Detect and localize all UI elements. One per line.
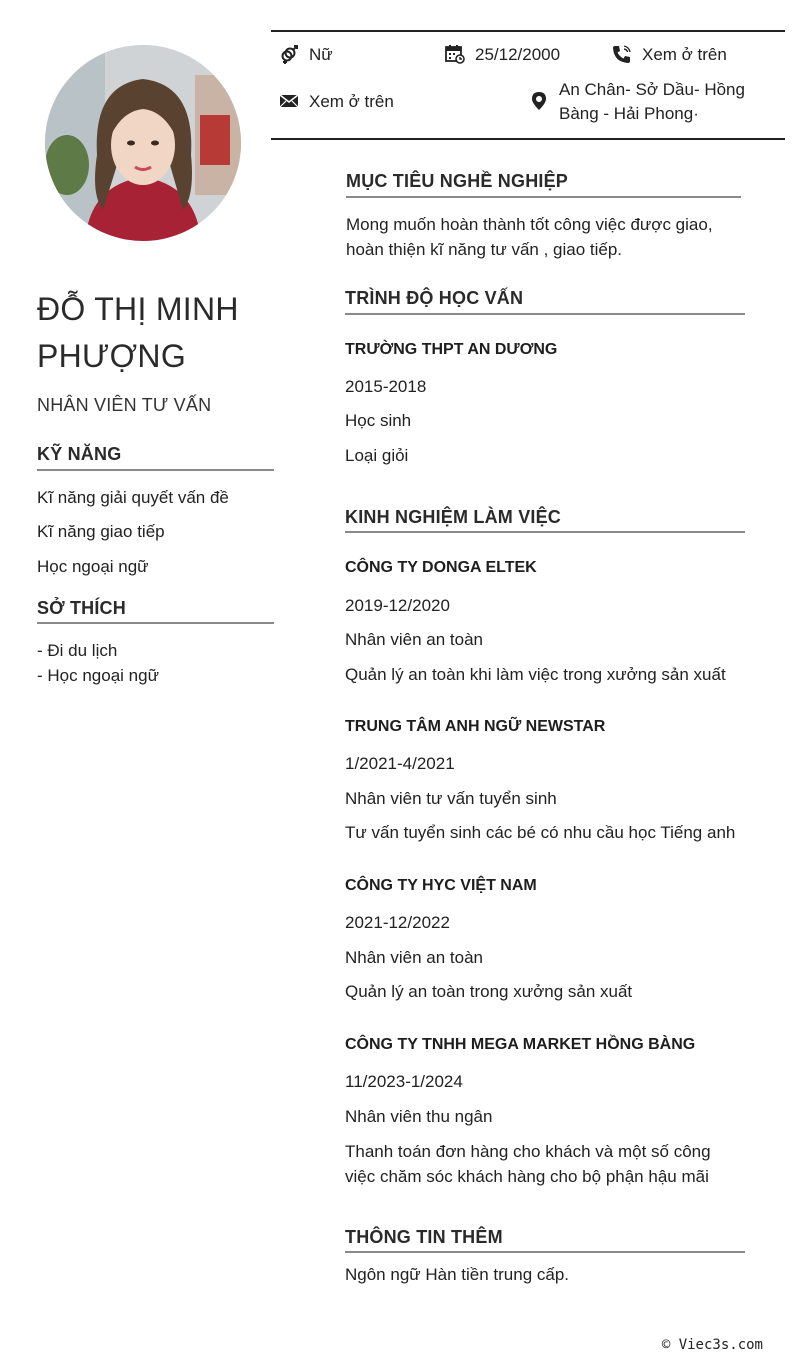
- job-period: 2021-12/2022: [345, 913, 450, 932]
- education-heading: TRÌNH ĐỘ HỌC VẤN: [345, 288, 524, 308]
- job-period: 2019-12/2020: [345, 596, 450, 615]
- job-description-line-1: Thanh toán đơn hàng cho khách và một số công: [345, 1142, 711, 1161]
- job-company: CÔNG TY HYC VIỆT NAM: [345, 877, 537, 894]
- birthday-value: 25/12/2000: [475, 45, 561, 64]
- skill-item: Kĩ năng giải quyết vấn đề: [37, 488, 229, 507]
- experience-divider: [345, 531, 745, 533]
- education-divider: [345, 313, 745, 315]
- name-line-1: ĐỖ THỊ MINH: [37, 291, 239, 327]
- contact-phone: [612, 43, 727, 67]
- skills-divider: [37, 469, 274, 471]
- extra-heading: THÔNG TIN THÊM: [345, 1227, 503, 1247]
- contact-gender: [279, 43, 333, 67]
- hobby-item: - Học ngoại ngữ: [37, 666, 159, 685]
- objective-line-2: hoàn thiện kĩ năng tư vấn , giao tiếp.: [346, 240, 623, 259]
- education-period: 2015-2018: [345, 377, 427, 396]
- skill-item: Kĩ năng giao tiếp: [37, 522, 165, 541]
- skills-heading: KỸ NĂNG: [37, 444, 122, 464]
- job-description: Quản lý an toàn khi làm việc trong xưởng sản xuất: [345, 665, 726, 684]
- school-name: TRƯỜNG THPT AN DƯƠNG: [345, 341, 558, 358]
- job-title: NHÂN VIÊN TƯ VẤN: [37, 395, 212, 415]
- job-description: Tư vấn tuyển sinh các bé có nhu cầu học Tiếng anh: [345, 823, 736, 842]
- skill-item: Học ngoại ngữ: [37, 557, 149, 576]
- profile-photo: [45, 45, 241, 241]
- gender-value: Nữ: [309, 45, 333, 64]
- hobbies-divider: [37, 622, 274, 624]
- contact-email: [279, 90, 394, 114]
- objective-heading: MỤC TIÊU NGHỀ NGHIỆP: [346, 171, 569, 191]
- objective-divider: [346, 196, 741, 198]
- footer-credit: © Viec3s.com: [661, 1337, 763, 1353]
- job-description-line-2: việc chăm sóc khách hàng cho bộ phận hậu mãi: [345, 1167, 709, 1186]
- education-detail: Loại giỏi: [345, 446, 409, 465]
- experience-heading: KINH NGHIỆM LÀM VIỆC: [345, 507, 562, 527]
- job-company: TRUNG TÂM ANH NGỮ NEWSTAR: [345, 718, 606, 735]
- education-role: Học sinh: [345, 411, 412, 430]
- location-pin-icon: [529, 91, 549, 111]
- address-line-2: Bàng - Hải Phong·: [559, 104, 699, 123]
- objective-line-1: Mong muốn hoàn thành tốt công việc được giao,: [346, 215, 713, 234]
- envelope-icon: [279, 91, 299, 111]
- job-company: CÔNG TY TNHH MEGA MARKET HỒNG BÀNG: [345, 1036, 696, 1053]
- contact-bar: [271, 30, 785, 140]
- gender-icon: [279, 44, 299, 64]
- job-period: 11/2023-1/2024: [345, 1072, 463, 1091]
- job-description: [345, 1139, 755, 1189]
- extra-divider: [345, 1251, 745, 1253]
- extra-text: Ngôn ngữ Hàn tiền trung cấp.: [345, 1265, 570, 1284]
- job-position: Nhân viên an toàn: [345, 630, 483, 649]
- phone-icon: [612, 44, 632, 64]
- email-value: Xem ở trên: [309, 92, 394, 111]
- job-position: Nhân viên an toàn: [345, 948, 483, 967]
- job-period: 1/2021-4/2021: [345, 754, 455, 773]
- contact-birthday: [445, 43, 560, 67]
- hobby-item: - Đi du lịch: [37, 641, 118, 660]
- name-line-2: PHƯỢNG: [37, 338, 187, 374]
- calendar-icon: [445, 44, 465, 64]
- job-position: Nhân viên tư vấn tuyển sinh: [345, 789, 557, 808]
- objective-text: [346, 212, 746, 262]
- hobbies-heading: SỞ THÍCH: [37, 598, 126, 618]
- job-company: CÔNG TY DONGA ELTEK: [345, 559, 537, 576]
- address-line-1: An Chân- Sở Dầu- Hồng: [559, 80, 745, 99]
- contact-address: [529, 78, 745, 126]
- job-position: Nhân viên thu ngân: [345, 1107, 493, 1126]
- candidate-name: [37, 286, 297, 380]
- address-value: [559, 78, 745, 126]
- job-description: Quản lý an toàn trong xưởng sản xuất: [345, 982, 633, 1001]
- phone-value: Xem ở trên: [642, 45, 727, 64]
